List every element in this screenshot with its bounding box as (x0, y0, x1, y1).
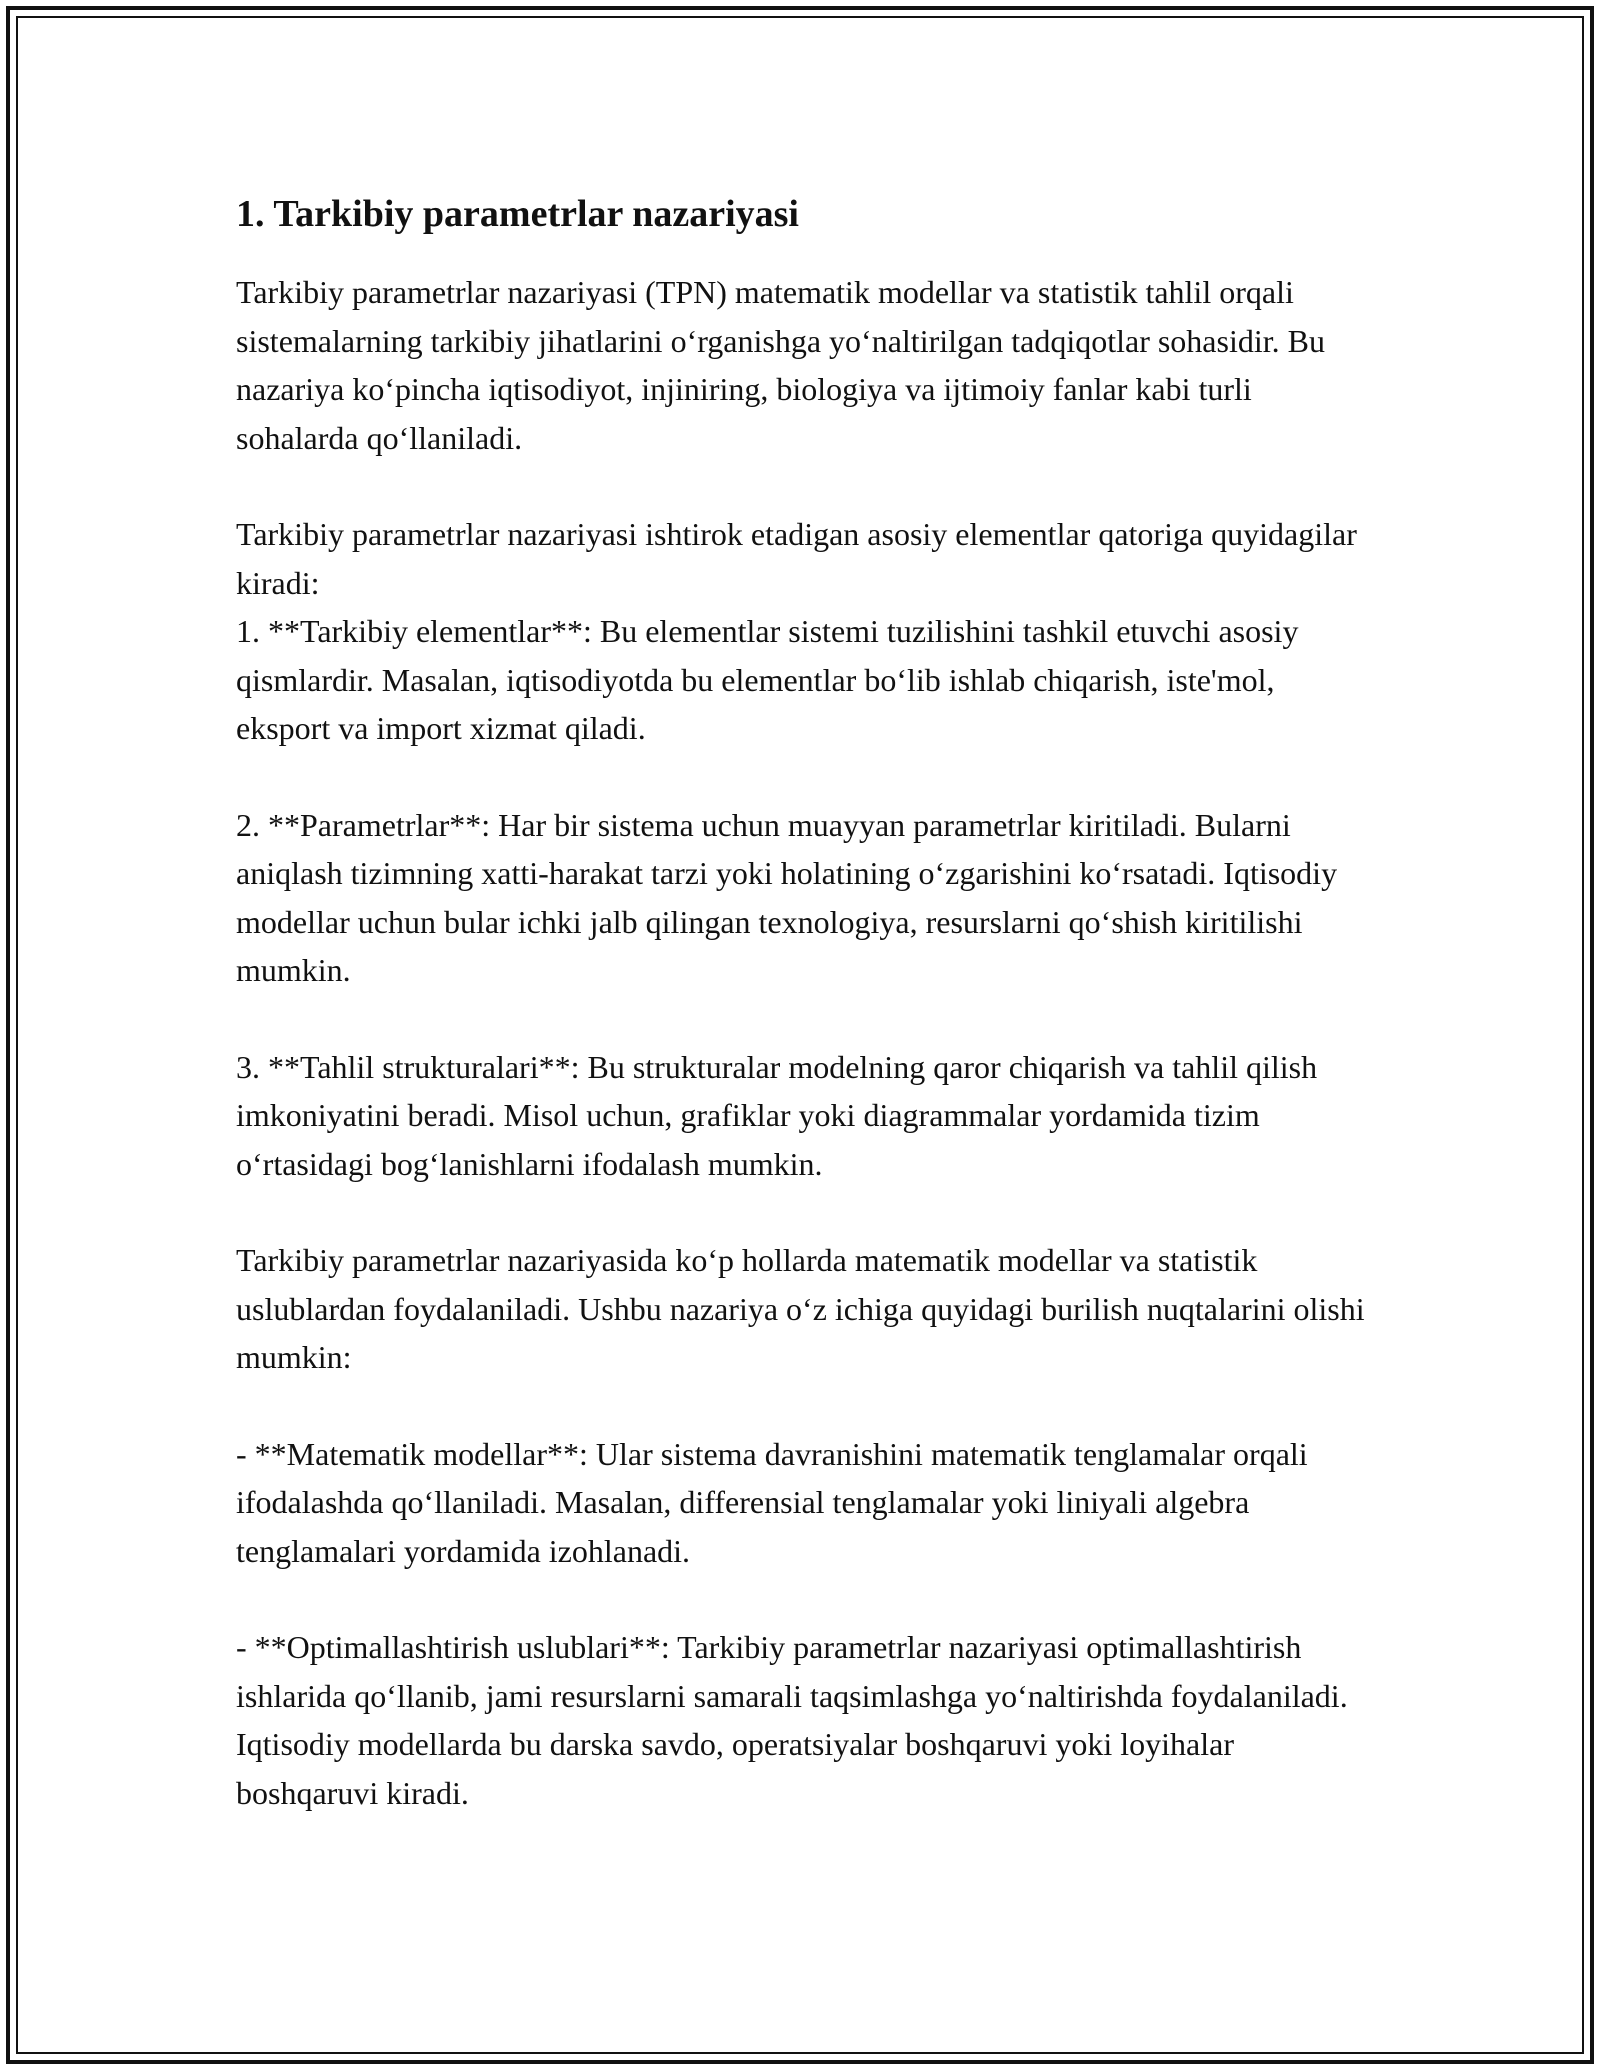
list-item-tarkibiy-elementlar: 1. **Tarkibiy elementlar**: Bu elementlar sistemi tuzilishini tashkil etuvchi asosiy qismlardir. Masalan, iqtisodiyotda bu elementlar bo‘lib ishlab chiqarish, iste'mol, eksport va import xizmat qiladi. (236, 613, 1299, 746)
paragraph-methods-intro: Tarkibiy parametrlar nazariyasida ko‘p hollarda matematik modellar va statistik uslublardan foydalaniladi. Ushbu nazariya o‘z ichiga quyidagi burilish nuqtalarini olishi mumkin: (236, 1242, 1365, 1375)
document-body (236, 186, 1376, 1865)
list-item-tahlil-strukturalari: 3. **Tahlil strukturalari**: Bu strukturalar modelning qaror chiqarish va tahlil qilish imkoniyatini beradi. Misol uchun, grafiklar yoki diagrammalar yordamida tizim o‘rtasidagi bog‘lanishlarni ifodalash mumkin. (236, 1048, 1318, 1182)
bullet-matematik-modellar: - **Matematik modellar**: Ular sistema davranishini matematik tenglamalar orqali ifodalashda qo‘llaniladi. Masalan, differensial tenglamalar yoki liniyali algebra tenglamalari yordamida izohlanadi. (236, 1435, 1308, 1569)
paragraph-intro: Tarkibiy parametrlar nazariyasi (TPN) matematik modellar va statistik tahlil orqali sistemalarning tarkibiy jihatlarini o‘rganishga yo‘naltirilgan tadqiqotlar sohasidir. Bu nazariya ko‘pincha iqtisodiyot, injiniring, biologiya va ijtimoiy fanlar kabi turli sohalarda qo‘llaniladi. (236, 274, 1325, 456)
bullet-optimallashtirish-uslublari: - **Optimallashtirish uslublari**: Tarkibiy parametrlar nazariyasi optimallashtirish ishlarida qo‘llanib, jami resurslarni samarali taqsimlashga yo‘naltirishda foydalaniladi. Iqtisodiy modellarda bu darska savdo, operatsiyalar boshqaruvi yoki loyihalar boshqaruvi kiradi. (236, 1629, 1348, 1811)
list-item-parametrlar: 2. **Parametrlar**: Har bir sistema uchun muayyan parametrlar kiritiladi. Bularni aniqlash tizimning xatti-harakat tarzi yoki holatining o‘zgarishini ko‘rsatadi. Iqtisodiy modellar uchun bular ichki jalb qilingan texnologiya, resurslarni qo‘shish kiritilishi mumkin. (236, 806, 1338, 988)
paragraph-elements-intro: Tarkibiy parametrlar nazariyasi ishtirok etadigan asosiy elementlar qatoriga quyidagilar kiradi: (236, 516, 1357, 601)
document-title: 1. Tarkibiy parametrlar nazariyasi (236, 193, 799, 235)
